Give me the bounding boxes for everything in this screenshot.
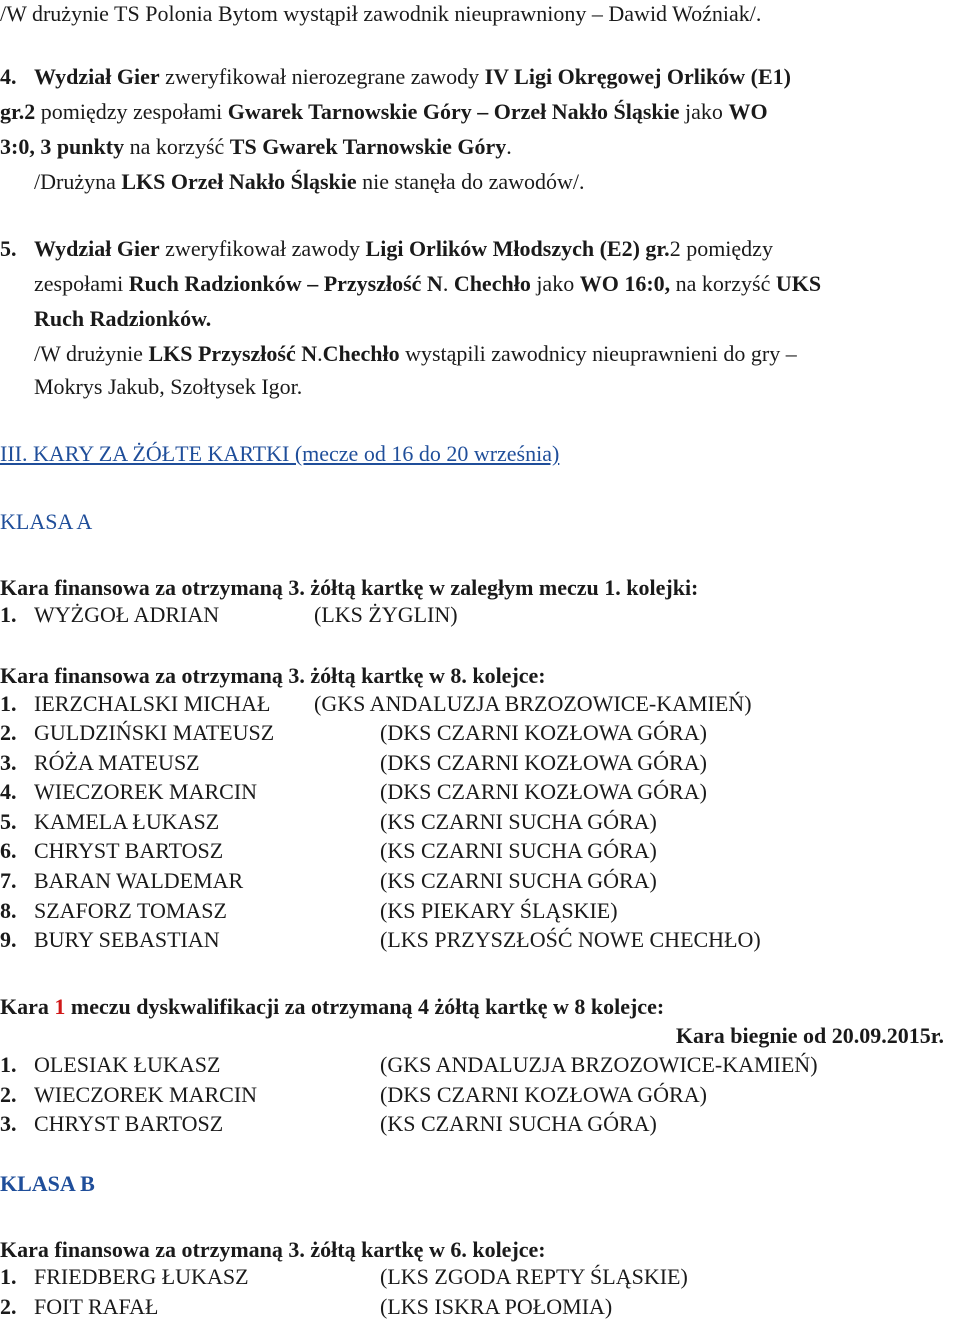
klasa-b-heading	[0, 1170, 95, 1198]
klasa-b-heading-text: KLASA B	[0, 1171, 95, 1196]
list-row	[0, 1051, 960, 1079]
row-name: CHRYST BARTOSZ	[34, 838, 224, 864]
row-num: 3.	[0, 749, 17, 775]
row-name: KAMELA ŁUKASZ	[34, 808, 220, 834]
item4-l3-b: na korzyść	[124, 134, 230, 159]
item5-l2-f: Chechło	[453, 271, 531, 296]
klasa-a-g1-title-text: Kara finansowa za otrzymaną 3. żółtą kartkę w zaległym meczu 1. kolejki:	[0, 575, 699, 600]
item5-l2-b: Ruch Radzionków	[128, 271, 302, 296]
row-club: (LKS PRZYSZŁOŚĆ NOWE CHECHŁO)	[380, 927, 761, 953]
item5-l1-b: zweryfikował zawody	[159, 236, 366, 261]
row-name: OLESIAK ŁUKASZ	[34, 1052, 221, 1077]
item4-l1-c: IV Ligi Okręgowej Orlików (E1)	[484, 64, 791, 89]
item4-line4	[34, 168, 585, 196]
item5-line1	[0, 235, 17, 263]
item4-l3-d: .	[506, 134, 512, 159]
list-row	[0, 926, 960, 954]
item5-l2-d: Przyszłość N	[323, 271, 443, 296]
item4-l2-e: Orzeł Nakło Śląskie	[493, 99, 680, 124]
item4-l2-d: –	[471, 99, 494, 124]
item5-l4-b: LKS Przyszłość N	[148, 341, 318, 366]
g3-title-num: 1	[54, 994, 66, 1019]
list-row	[0, 837, 960, 865]
row-club: (KS CZARNI SUCHA GÓRA)	[380, 1111, 657, 1137]
item5-number: 5.	[0, 236, 17, 261]
row-num: 7.	[0, 868, 17, 893]
klasa-a-g2-title	[0, 662, 546, 690]
klasa-a-g2-title-text: Kara finansowa za otrzymaną 3. żółtą kartkę w 8. kolejce:	[0, 663, 546, 688]
row-club: (DKS CZARNI KOZŁOWA GÓRA)	[380, 1081, 707, 1107]
row-club: (LKS ZGODA REPTY ŚLĄSKIE)	[380, 1264, 688, 1289]
klasa-a-heading: KLASA A	[0, 509, 93, 534]
item4-l2-g: WO	[728, 99, 768, 124]
item5-l4-e: wystąpili zawodnicy nieuprawnieni do gry –	[399, 341, 797, 366]
row-name: GULDZIŃSKI MATEUSZ	[34, 720, 275, 745]
list-row	[0, 1293, 960, 1321]
row-club: (DKS CZARNI KOZŁOWA GÓRA)	[380, 720, 707, 745]
item5-l2-c: –	[301, 271, 324, 296]
row-club: (DKS CZARNI KOZŁOWA GÓRA)	[380, 779, 707, 805]
row-num: 1.	[0, 1264, 17, 1289]
item5-l2-g: jako	[530, 271, 580, 296]
section-title-text: III. KARY ZA ŻÓŁTE KARTKI (mecze od 16 do 20 września)	[0, 441, 560, 466]
row-club: (KS CZARNI SUCHA GÓRA)	[380, 838, 657, 864]
klasa-b-g1-title-text: Kara finansowa za otrzymaną 3. żółtą kartkę w 6. kolejce:	[0, 1237, 546, 1262]
row-num: 9.	[0, 927, 17, 953]
item5-l2-j: UKS	[775, 271, 822, 296]
row-num: 2.	[0, 720, 17, 745]
item4-l3-a: 3:0, 3 punkty	[0, 134, 125, 159]
item5-line3	[34, 305, 211, 333]
item5-line4	[34, 340, 797, 368]
item5-l1-d: 2 pomiędzy	[669, 236, 773, 261]
item5-l2-i: na korzyść	[670, 271, 776, 296]
item5-l5-a: Mokrys Jakub, Szołtysek Igor.	[34, 374, 303, 399]
item4-l1-b: zweryfikował nierozegrane zawody	[159, 64, 485, 89]
klasa-a-g2-row	[0, 690, 960, 718]
item5-l3-a: Ruch Radzionków.	[34, 306, 212, 331]
list-row	[0, 1263, 960, 1291]
item5-l2-h: WO 16:0,	[579, 271, 671, 296]
item4-l3-c: TS Gwarek Tarnowskie Góry	[229, 134, 507, 159]
klasa-a-g1-title	[0, 574, 698, 602]
row-name: IERZCHALSKI MICHAŁ	[34, 691, 271, 716]
row-num: 1.	[0, 691, 17, 716]
item4-number: 4.	[0, 64, 17, 89]
item4-line1-text	[34, 63, 791, 91]
row-name: CHRYST BARTOSZ	[34, 1111, 224, 1137]
klasa-a-g3-note	[676, 1022, 944, 1050]
list-row	[0, 897, 960, 925]
row-num: 1.	[0, 602, 17, 627]
item5-line1-text	[34, 235, 773, 263]
list-row	[0, 867, 960, 895]
klasa-a-g3-title	[0, 993, 664, 1021]
list-row	[0, 719, 960, 747]
row-club: (LKS ŻYGLIN)	[314, 602, 458, 627]
klasa-a-g1-row	[0, 601, 960, 629]
item4-l1-a: Wydział Gier	[34, 64, 160, 89]
top-line-player: Dawid Woźniak/.	[608, 1, 762, 26]
item4-line1	[0, 63, 17, 91]
row-club: (DKS CZARNI KOZŁOWA GÓRA)	[380, 749, 707, 775]
item5-l2-e: .	[442, 271, 454, 296]
g3-title-post: meczu dyskwalifikacji za otrzymaną 4 żółtą kartkę w 8 kolejce:	[65, 994, 665, 1019]
item4-l4-c: nie stanęła do zawodów/.	[356, 169, 585, 194]
item5-line2	[34, 270, 821, 298]
row-name: BARAN WALDEMAR	[34, 868, 244, 893]
row-num: 6.	[0, 838, 17, 864]
row-name: WIECZOREK MARCIN	[34, 779, 258, 805]
list-row	[0, 778, 960, 806]
row-num: 2.	[0, 1293, 17, 1319]
top-line-dash: –	[586, 1, 609, 26]
row-num: 5.	[0, 808, 17, 834]
row-name: WYŻGOŁ ADRIAN	[34, 602, 220, 627]
list-row	[0, 749, 960, 777]
item4-l4-a: /Drużyna	[34, 169, 122, 194]
item4-l2-a: gr.2	[0, 99, 36, 124]
section-title	[0, 440, 559, 468]
item4-line2	[0, 98, 768, 126]
row-name: WIECZOREK MARCIN	[34, 1081, 258, 1107]
top-line-text: /W drużynie TS Polonia Bytom wystąpił zawodnik nieuprawniony	[0, 1, 587, 26]
row-club: (KS CZARNI SUCHA GÓRA)	[380, 868, 657, 893]
item5-l4-d: Chechło	[322, 341, 400, 366]
row-club: (KS PIEKARY ŚLĄSKIE)	[380, 897, 618, 923]
item5-l2-a: zespołami	[34, 271, 129, 296]
list-row	[0, 1110, 960, 1138]
item5-line5	[34, 373, 302, 401]
item5-l4-c: .	[317, 341, 323, 366]
row-num: 4.	[0, 779, 17, 805]
klasa-b-g1-title	[0, 1236, 546, 1264]
item5-l1-a: Wydział Gier	[34, 236, 160, 261]
row-name: SZAFORZ TOMASZ	[34, 897, 227, 923]
g3-title-pre: Kara	[0, 994, 55, 1019]
list-row	[0, 808, 960, 836]
row-club: (KS CZARNI SUCHA GÓRA)	[380, 808, 657, 834]
row-club: (LKS ISKRA POŁOMIA)	[380, 1293, 613, 1319]
row-name: BURY SEBASTIAN	[34, 927, 220, 953]
item4-l4-b: LKS Orzeł Nakło Śląskie	[121, 169, 357, 194]
row-num: 2.	[0, 1081, 17, 1107]
row-name: RÓŻA MATEUSZ	[34, 749, 200, 775]
item4-l2-b: pomiędzy zespołami	[35, 99, 228, 124]
row-club: (GKS ANDALUZJA BRZOZOWICE-KAMIEŃ)	[314, 691, 752, 716]
row-name: FRIEDBERG ŁUKASZ	[34, 1264, 249, 1289]
row-name: FOIT RAFAŁ	[34, 1293, 159, 1319]
item4-l2-f: jako	[679, 99, 729, 124]
row-num: 1.	[0, 1052, 17, 1077]
item4-l2-c: Gwarek Tarnowskie Góry	[227, 99, 472, 124]
list-row	[0, 1081, 960, 1109]
item4-line3	[0, 133, 512, 161]
row-num: 8.	[0, 897, 17, 923]
top-line	[0, 0, 761, 28]
item5-l1-c: Ligi Orlików Młodszych (E2) gr.	[365, 236, 670, 261]
row-club: (GKS ANDALUZJA BRZOZOWICE-KAMIEŃ)	[380, 1052, 818, 1077]
g3-note-text: Kara biegnie od 20.09.2015r.	[675, 1023, 944, 1048]
row-num: 3.	[0, 1111, 17, 1137]
item5-l4-a: /W drużynie	[34, 341, 149, 366]
